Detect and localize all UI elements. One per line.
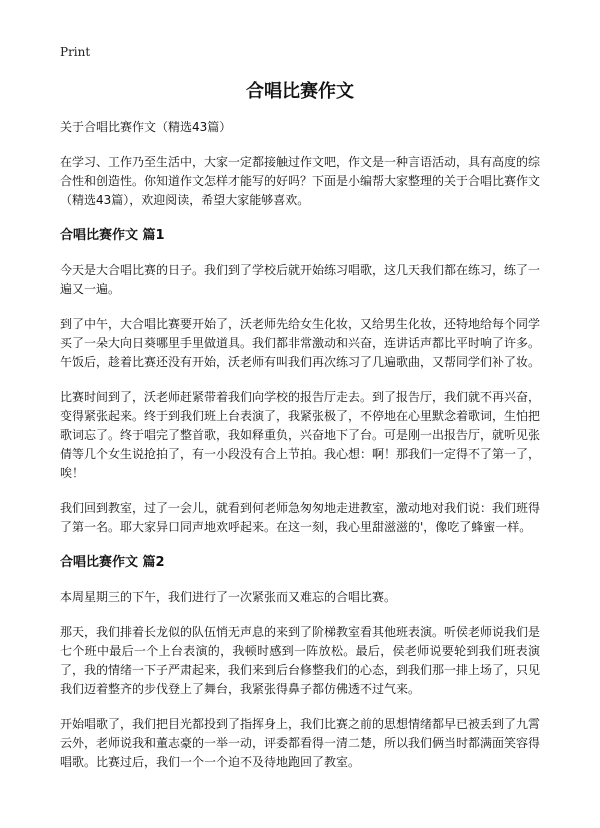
paragraph: 那天，我们排着长龙似的队伍悄无声息的来到了阶梯教室看其他班表演。听侯老师说我们是七个班中最后一个上台表演的，我顿时感到一阵放松。最后，侯老师说要轮到我们班表演了，我的情绪一下子严肃起来，我们来到后台修整我们的心态，到我们那一排上场了，只见我们迈着整齐的步伐登上了舞台，我紧张得鼻子都仿佛透不过气来。 bbox=[60, 625, 541, 696]
page-title: 合唱比赛作文 bbox=[246, 81, 354, 102]
section-heading-2: 合唱比赛作文 篇2 bbox=[60, 555, 165, 570]
paragraph: 本周星期三的下午，我们进行了一次紧张而又难忘的合唱比赛。 bbox=[60, 590, 397, 604]
paragraph: 到了中午，大合唱比赛要开始了，沃老师先给女生化妆，又给男生化妆，还特地给每个同学买了一朵大向日葵哪里手里做道具。我们都非常激动和兴奋，连讲话声都比平时响了许多。午饭后，趁着比赛还没有开始，沃老师有叫我们再次练习了几遍歌曲，又帮同学们补了妆。 bbox=[60, 317, 541, 369]
intro-paragraph: 在学习、工作乃至生活中，大家一定都接触过作文吧，作文是一种言语活动，具有高度的综合性和创造性。你知道作文怎样才能写的好吗？下面是小编帮大家整理的关于合唱比赛作文（精选43篇），欢迎阅读，希望大家能够喜欢。 bbox=[60, 155, 541, 207]
paragraph: 开始唱歌了，我们把目光都投到了指挥身上，我们比赛之前的思想情绪都早已被丢到了九霄云外，老师说我和董志豪的一举一动，评委都看得一清二楚，所以我们俩当时都满面笑容得唱歌。比赛过后，我们一个一个迫不及待地跑回了教室。 bbox=[60, 717, 541, 769]
paragraph: 我们回到教室，过了一会儿，就看到何老师急匆匆地走进教室，激动地对我们说：我们班得了第一名。耶大家异口同声地欢呼起来。在这一刻，我心里甜滋滋的'，像吃了蜂蜜一样。 bbox=[60, 501, 541, 534]
print-link[interactable]: Print bbox=[60, 45, 91, 59]
paragraph: 比赛时间到了，沃老师赶紧带着我们向学校的报告厅走去。到了报告厅，我们就不再兴奋，变得紧张起来。终于到我们班上台表演了，我紧张极了，不停地在心里默念着歌词，生怕把歌词忘了。终于唱完了整首歌，我如释重负，兴奋地下了台。可是刚一出报告厅，就听见张倩等几个女生说抢拍了，有一小段没有合上节拍。我心想：啊！那我们一定得不了第一了，唉！ bbox=[60, 390, 541, 480]
paragraph: 今天是大合唱比赛的日子。我们到了学校后就开始练习唱歌，这几天我们都在练习，练了一遍又一遍。 bbox=[60, 263, 541, 296]
document-subtitle: 关于合唱比赛作文（精选43篇） bbox=[60, 120, 232, 134]
section-heading-1: 合唱比赛作文 篇1 bbox=[60, 228, 165, 243]
